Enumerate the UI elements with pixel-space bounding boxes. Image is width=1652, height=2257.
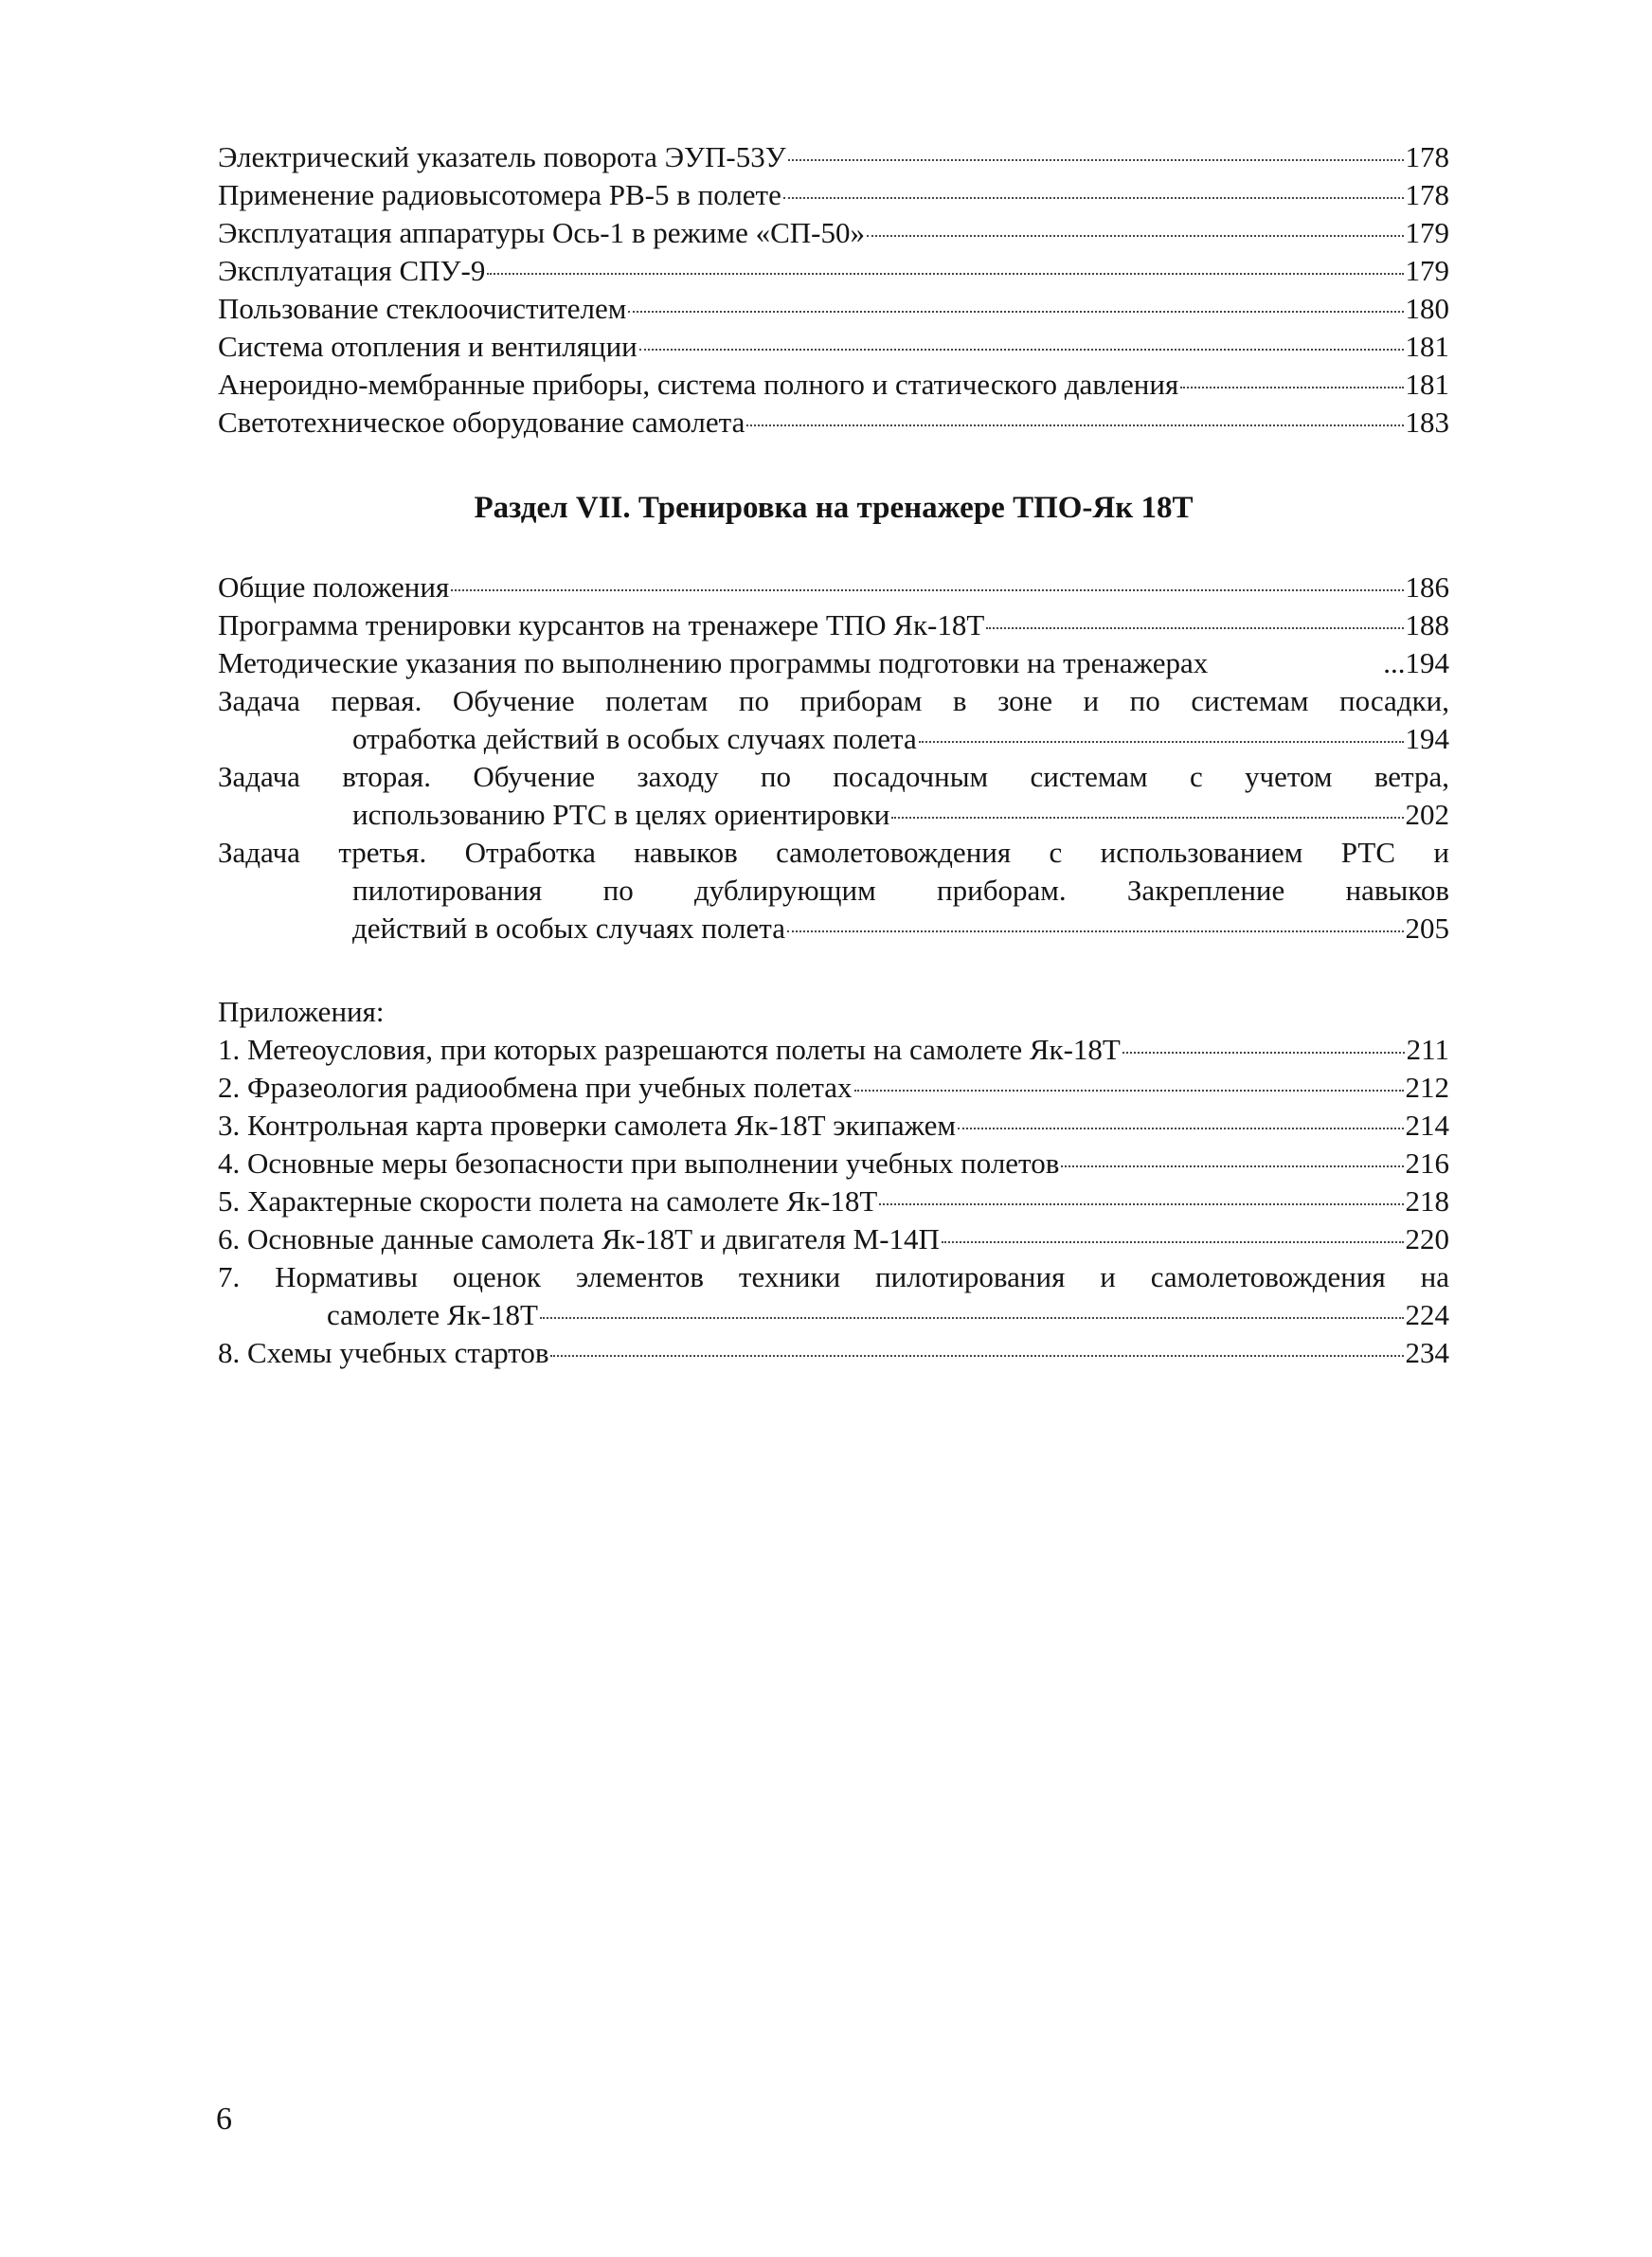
dot-leader [958, 1128, 1404, 1129]
dot-leader [919, 741, 1404, 743]
dot-leader [867, 235, 1404, 237]
toc-entry-page: 211 [1406, 1033, 1449, 1066]
task-entry[interactable] [218, 758, 1449, 834]
dot-leader [986, 627, 1403, 629]
toc-entry[interactable] [218, 138, 1449, 176]
toc-entry-title: Программа тренировки курсантов на тренажере ТПО Як-18Т [218, 608, 985, 641]
dot-leader [1180, 387, 1403, 388]
toc-entry-page: 178 [1405, 178, 1449, 211]
task-first-line: Задача первая. Обучение полетам по приборам в зоне и по системам посадки, [218, 684, 1449, 717]
toc-entry-title: 4. Основные меры безопасности при выполнении учебных полетов [218, 1147, 1060, 1180]
page-number: 6 [216, 2102, 232, 2137]
appendix-list [218, 1031, 1449, 1372]
task-entry[interactable] [218, 682, 1449, 758]
toc-entry-page: 183 [1405, 406, 1449, 439]
dot-leader [639, 349, 1404, 351]
toc-entry-title: Общие положения [218, 570, 450, 604]
appendix-item[interactable] [218, 1220, 1449, 1258]
appendix-item[interactable] [218, 1069, 1449, 1107]
toc-entry-page: 194 [1405, 722, 1449, 755]
appendix-item[interactable] [218, 1031, 1449, 1069]
toc-entry-title: 2. Фразеология радиообмена при учебных полетах [218, 1071, 853, 1104]
dot-leader [879, 1203, 1403, 1205]
task-middle-line: пилотирования по дублирующим приборам. Закрепление навыков [352, 874, 1449, 907]
dot-leader [628, 311, 1403, 313]
toc-entry-page: 188 [1405, 608, 1449, 641]
toc-entry[interactable] [218, 176, 1449, 214]
toc-entry-title: Эксплуатация аппаратуры Ось-1 в режиме «СП-50» [218, 216, 865, 249]
dot-leader [1061, 1165, 1403, 1167]
toc-entry-page: 234 [1405, 1336, 1449, 1369]
section-heading: Раздел VII. Тренировка на тренажере ТПО-Як 18Т [474, 491, 1194, 525]
toc-entry-title: 6. Основные данные самолета Як-18Т и двигателя М-14П [218, 1222, 940, 1255]
task-entry[interactable] [218, 834, 1449, 948]
dot-leader [451, 589, 1403, 591]
appendix-item[interactable] [218, 1145, 1449, 1183]
dot-leader [783, 197, 1404, 199]
dot-leader [487, 273, 1403, 275]
task-first-line: Задача вторая. Обучение заходу по посадочным системам с учетом ветра, [218, 760, 1449, 793]
toc-section7-list [218, 569, 1449, 948]
toc-entry-page: 220 [1405, 1222, 1449, 1255]
toc-entry[interactable] [218, 366, 1449, 404]
dot-leader [787, 930, 1404, 932]
toc-entry-page: 218 [1405, 1184, 1449, 1218]
appendix-item[interactable] [218, 1334, 1449, 1372]
toc-entry[interactable] [218, 290, 1449, 328]
appendix-title: Приложения: [218, 995, 385, 1028]
toc-entry-title: Система отопления и вентиляции [218, 330, 637, 363]
toc-entry-title: 1. Метеоусловия, при которых разрешаются полеты на самолете Як-18Т [218, 1033, 1121, 1066]
toc-entry-title: Применение радиовысотомера РВ-5 в полете [218, 178, 781, 211]
toc-entry-page: 205 [1405, 912, 1449, 945]
toc-entry-page: 179 [1405, 216, 1449, 249]
appendix-item[interactable] [218, 1107, 1449, 1145]
toc-entry-title: Светотехническое оборудование самолета [218, 406, 745, 439]
toc-entry-page: 186 [1405, 570, 1449, 604]
toc-entry-page: ...194 [1383, 646, 1449, 679]
task-last-line: действий в особых случаях полета [352, 912, 785, 945]
dot-leader [788, 159, 1404, 161]
toc-entry-page: 212 [1405, 1071, 1449, 1104]
toc-entry[interactable] [218, 606, 1449, 644]
toc-entry[interactable] [218, 214, 1449, 252]
toc-entry-title: 8. Схемы учебных стартов [218, 1336, 549, 1369]
toc-entry-title: Анероидно-мембранные приборы, система полного и статического давления [218, 368, 1179, 401]
dot-leader [540, 1317, 1404, 1319]
toc-entry-title: Методические указания по выполнению программы подготовки на тренажерах [218, 646, 1209, 679]
task-last-line: отработка действий в особых случаях полета [352, 722, 917, 755]
appendix-item[interactable] [218, 1258, 1449, 1334]
dot-leader [942, 1241, 1404, 1243]
toc-entry-page: 216 [1405, 1147, 1449, 1180]
toc-entry-page: 181 [1405, 368, 1449, 401]
toc-entry-title: Пользование стеклоочистителем [218, 292, 627, 325]
toc-entry-page: 179 [1405, 254, 1449, 287]
toc-entry[interactable] [218, 569, 1449, 606]
toc-entry-page: 180 [1405, 292, 1449, 325]
toc-entry[interactable] [218, 328, 1449, 366]
toc-entry-page: 224 [1405, 1298, 1449, 1331]
toc-entry-title: Электрический указатель поворота ЭУП-53У [218, 140, 786, 173]
task-first-line: Задача третья. Отработка навыков самолетовождения с использованием РТС и [218, 836, 1449, 869]
toc-entry[interactable] [218, 252, 1449, 290]
toc-entry-page: 181 [1405, 330, 1449, 363]
toc-entry[interactable] [218, 404, 1449, 442]
appendix-item-last-line: самолете Як-18Т [327, 1298, 538, 1331]
toc-entry-title: 3. Контрольная карта проверки самолета Як-18Т экипажем [218, 1109, 956, 1142]
toc-entry-title: 5. Характерные скорости полета на самолете Як-18Т [218, 1184, 878, 1218]
dot-leader [550, 1355, 1403, 1357]
toc-part1-list [218, 138, 1449, 442]
task-last-line: использованию РТС в целях ориентировки [352, 798, 890, 831]
toc-entry-title: Эксплуатация СПУ-9 [218, 254, 486, 287]
dot-leader [854, 1090, 1404, 1092]
dot-leader [746, 424, 1403, 426]
toc-entry-page: 178 [1405, 140, 1449, 173]
dot-leader [1122, 1052, 1405, 1054]
toc-entry-page: 202 [1405, 798, 1449, 831]
toc-entry-page: 214 [1405, 1109, 1449, 1142]
appendix-item-first-line: 7. Нормативы оценок элементов техники пилотирования и самолетовождения на [218, 1260, 1449, 1293]
appendix-item[interactable] [218, 1183, 1449, 1220]
toc-entry[interactable] [218, 644, 1449, 682]
dot-leader [891, 817, 1403, 819]
